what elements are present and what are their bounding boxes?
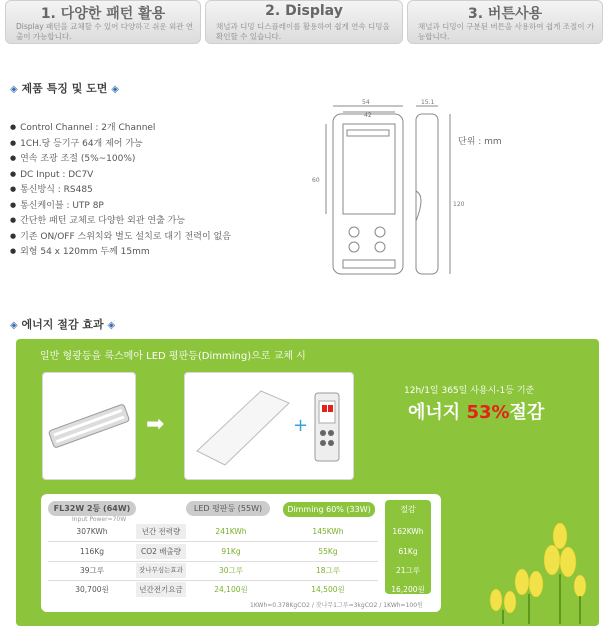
fluorescent-image <box>42 372 136 480</box>
list-item: ● 기존 ON/OFF 스위치와 별도 설치로 대기 전력이 없음 <box>10 230 231 246</box>
card-desc: 채널과 디밍이 구분된 버튼을 사용하여 쉽게 조절이 가능합니다. <box>418 22 595 41</box>
features-heading <box>10 80 119 96</box>
dim-60: 60 <box>312 177 320 184</box>
col-header-fl-sub: Input Power=70W <box>72 516 127 523</box>
plus-icon: + <box>293 415 309 436</box>
cell-label: 년간전기요금 <box>136 582 186 597</box>
fluorescent-lamp-icon <box>43 373 135 479</box>
headline-prefix: 에너지 <box>408 402 467 423</box>
energy-basis: 12h/1일 365일 사용시-1등 기준 <box>404 386 535 396</box>
cell-save: 16,200원 <box>391 585 425 594</box>
technical-drawing <box>300 96 480 286</box>
list-item: ● 연속 조광 조절 (5%~100%) <box>10 152 231 168</box>
row-divider <box>48 561 378 562</box>
cell-dim: 14,500원 <box>311 585 345 594</box>
cell-label: 년간 전력량 <box>136 524 186 539</box>
row-divider <box>48 541 378 542</box>
cell-fl: 30,700원 <box>75 585 109 594</box>
dim-54: 54 <box>362 99 370 106</box>
col-header-led: LED 평판등 (55W) <box>186 501 270 516</box>
list-item: ● 통신케이블 : UTP 8P <box>10 199 231 215</box>
feature-card-display <box>205 0 403 44</box>
cell-dim: 55Kg <box>318 547 338 556</box>
energy-subtitle: 일반 형광등을 룩스메아 LED 평판등(Dimming)으로 교체 시 <box>40 351 306 362</box>
cell-led: 30그루 <box>218 566 244 575</box>
cell-save: 162KWh <box>392 527 424 536</box>
row-divider <box>48 580 378 581</box>
list-item: ● 통신방식 : RS485 <box>10 183 231 199</box>
list-item: ● 외형 54 x 120mm 두께 15mm <box>10 245 231 261</box>
cell-led: 24,100원 <box>214 585 248 594</box>
card-title: 2. Display <box>265 3 343 19</box>
energy-heading <box>10 316 115 332</box>
energy-title: 에너지 절감 효과 <box>21 318 104 331</box>
cell-fl: 116Kg <box>80 547 104 556</box>
list-item: ● 간단한 패턴 교체로 다양한 외관 연출 가능 <box>10 214 231 230</box>
energy-headline <box>408 398 544 424</box>
feature-card-buttons <box>407 0 603 44</box>
card-desc: 채널과 디밍 디스플레이를 활용하여 쉽게 연속 디밍을 확인할 수 있습니다. <box>216 22 390 41</box>
arrow-right-icon: ➡ <box>146 412 165 437</box>
cell-fl: 307KWh <box>76 527 108 536</box>
diamond-icon: ◈ <box>10 84 18 95</box>
card-desc: Display 패턴을 교체할 수 있어 다양하고 쉬운 외관 연출이 가능합니다. <box>16 22 194 41</box>
footnote: 1KWh=0.378KgCO2 / 잣나무1그루=3kgCO2 / 1KWh=100원 <box>250 602 423 609</box>
plant-illustration-icon <box>476 520 598 624</box>
headline-suffix: 절감 <box>509 402 545 423</box>
list-item: ● Control Channel : 2개 Channel <box>10 121 231 137</box>
cell-label: 잣나무심는효과 <box>136 563 186 578</box>
card-title: 3. 버튼사용 <box>467 6 543 22</box>
features-title: 제품 특징 및 도면 <box>21 82 108 95</box>
cell-dim: 145KWh <box>312 527 344 536</box>
diamond-icon: ◈ <box>107 320 116 331</box>
cell-dim: 18그루 <box>315 566 341 575</box>
led-panel-icon <box>185 373 353 479</box>
dim-120: 120 <box>453 201 465 208</box>
cell-label: CO2 배출량 <box>136 544 186 559</box>
feature-list <box>10 121 231 261</box>
col-header-dimming: Dimming 60% (33W) <box>282 501 376 518</box>
diamond-icon: ◈ <box>111 84 119 95</box>
list-item: ● 1CH.당 등기구 64개 제어 가능 <box>10 137 231 153</box>
list-item: ● DC Input : DC7V <box>10 168 231 184</box>
feature-card-patterns <box>5 0 201 44</box>
cell-led: 241KWh <box>215 527 247 536</box>
diamond-icon: ◈ <box>10 320 18 331</box>
dim-15: 15.1 <box>421 99 435 106</box>
card-title: 1. 다양한 패턴 활용 <box>40 6 166 22</box>
led-panel-image <box>184 372 354 480</box>
cell-led: 91Kg <box>221 547 241 556</box>
cell-fl: 39그루 <box>79 566 105 575</box>
headline-percent: 53% <box>466 402 510 423</box>
cell-save: 61Kg <box>398 547 418 556</box>
dim-42: 42 <box>364 112 372 119</box>
col-header-fl: FL32W 2등 (64W) <box>48 501 136 516</box>
cell-save: 21그루 <box>395 566 421 575</box>
col-header-save: 절감 <box>400 505 416 514</box>
unit-label: 단위 : mm <box>458 137 502 147</box>
